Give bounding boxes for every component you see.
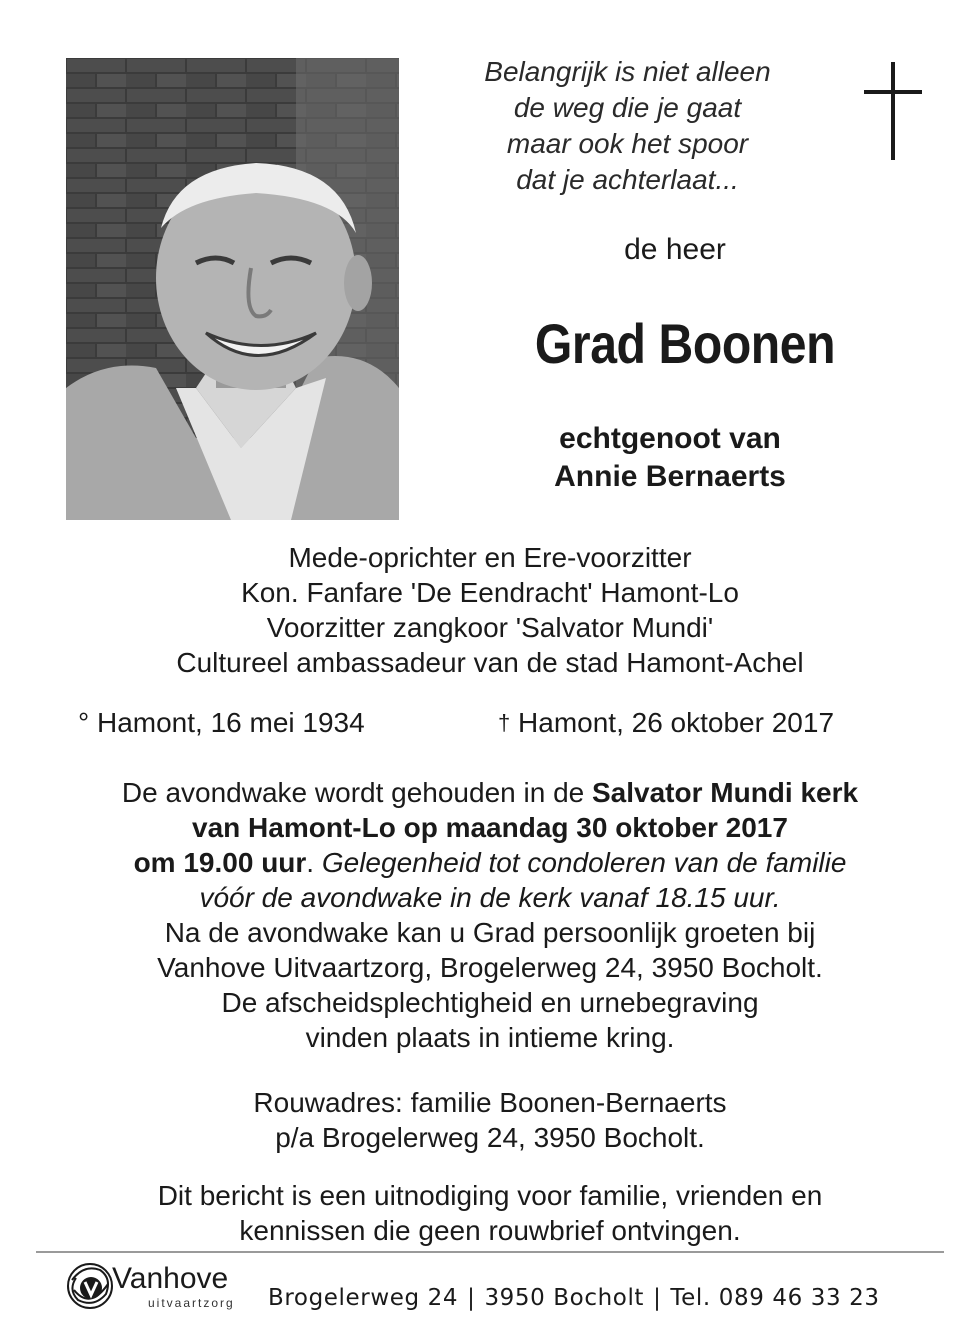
logo-name: Vanhove <box>112 1262 229 1295</box>
vigil-line: Vanhove Uitvaartzorg, Brogelerweg 24, 3950 Bocholt. <box>157 952 823 983</box>
spouse-name: Annie Bernaerts <box>554 460 786 493</box>
separator: | <box>653 1285 662 1311</box>
notice-line: Dit bericht is een uitnodiging voor familie, vrienden en <box>157 1180 823 1211</box>
condolence-text: Gelegenheid tot condoleren van de familie <box>321 847 847 878</box>
poem-line: de weg die je gaat <box>513 92 742 123</box>
condolence-text: vóór de avondwake in de kerk vanaf 18.15 uur. <box>199 882 781 913</box>
role-line: Mede-oprichter en Ere-voorzitter <box>288 542 692 573</box>
divider <box>36 1251 944 1253</box>
vigil-line <box>30 810 950 845</box>
vigil-text: . <box>306 847 322 878</box>
footer-city: 3950 Bocholt <box>484 1285 645 1311</box>
separator: | <box>467 1285 476 1311</box>
vanhove-logo-icon <box>64 1260 116 1312</box>
vigil-line: De afscheidsplechtigheid en urnebegraving <box>221 987 759 1018</box>
poem-line: dat je achterlaat... <box>516 164 739 195</box>
address-line: p/a Brogelerweg 24, 3950 Bocholt. <box>275 1122 705 1153</box>
vigil-line: Na de avondwake kan u Grad persoonlijk groeten bij <box>164 917 816 948</box>
role-line: Voorzitter zangkoor 'Salvator Mundi' <box>266 612 714 643</box>
poem-line: Belangrijk is niet alleen <box>484 56 771 87</box>
footer-contact <box>268 1283 880 1313</box>
vigil-line: vinden plaats in intieme kring. <box>305 1022 675 1053</box>
portrait-illustration <box>66 58 399 520</box>
vigil-details <box>30 775 950 1055</box>
poem-line: maar ook het spoor <box>506 128 749 159</box>
role-line: Kon. Fanfare 'De Eendracht' Hamont-Lo <box>241 577 739 608</box>
address-line: Rouwadres: familie Boonen-Bernaerts <box>253 1087 727 1118</box>
funeral-home-logo <box>64 1260 264 1320</box>
dagger-icon: † <box>498 710 511 735</box>
deceased-name: Grad Boonen <box>534 312 836 375</box>
death-date <box>498 706 834 740</box>
death-text: Hamont, 26 oktober 2017 <box>518 707 835 738</box>
vigil-text: De avondwake wordt gehouden in de <box>121 777 592 808</box>
footer-phone: Tel. 089 46 33 23 <box>670 1285 880 1311</box>
vigil-time: om 19.00 uur <box>133 847 307 878</box>
footer-street: Brogelerweg 24 <box>268 1285 459 1311</box>
cross-icon <box>864 62 922 160</box>
notice-line: kennissen die geen rouwbrief ontvingen. <box>239 1215 741 1246</box>
vigil-line <box>30 845 950 880</box>
spouse-block <box>470 420 870 496</box>
honorific: de heer <box>624 233 726 266</box>
vigil-date: van Hamont-Lo op maandag 30 oktober 2017 <box>192 812 788 843</box>
invitation-notice <box>40 1178 940 1248</box>
roles-list <box>40 540 940 680</box>
birth-date <box>78 706 365 740</box>
birth-text: Hamont, 16 mei 1934 <box>96 707 365 738</box>
vigil-line <box>30 880 950 915</box>
poem <box>440 54 815 198</box>
vigil-church: Salvator Mundi kerk <box>592 777 859 808</box>
role-line: Cultureel ambassadeur van de stad Hamont-Achel <box>176 647 804 678</box>
portrait-photo <box>66 58 399 520</box>
vigil-line <box>30 775 950 810</box>
spouse-label: echtgenoot van <box>559 422 781 455</box>
mourning-address <box>40 1085 940 1155</box>
logo-subtitle: uitvaartzorg <box>148 1296 235 1310</box>
birth-symbol: ° <box>78 707 90 738</box>
